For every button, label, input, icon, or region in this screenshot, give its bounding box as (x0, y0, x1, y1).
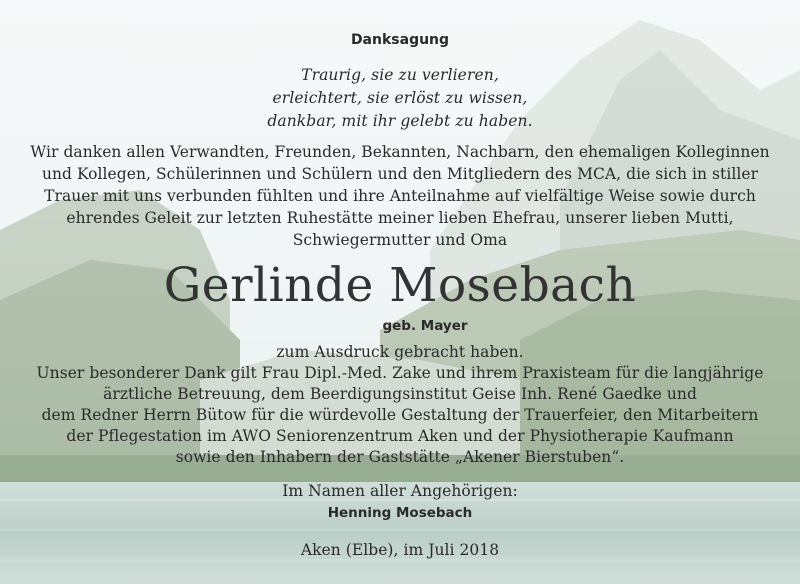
place-date: Aken (Elbe), im Juli 2018 (300, 541, 500, 559)
maiden-name: geb. Mayer (382, 318, 468, 334)
special-thanks-line-2: Unser besonderer Dank gilt Frau Dipl.-Med. Zake und ihrem Praxisteam für die langjährige (36, 364, 764, 382)
poem-line-2: erleichtert, sie erlöst zu wissen, (272, 89, 528, 107)
special-thanks-line-5: der Pflegestation im AWO Seniorenzentrum Aken und der Physiotherapie Kaufmann (66, 427, 734, 445)
notice-title: Danksagung (350, 32, 450, 48)
poem-line-1: Traurig, sie zu verlieren, (301, 66, 499, 84)
special-thanks-line-3: ärztliche Betreuung, dem Beerdigungsinstitut Geise Inh. René Gaedke und (103, 385, 697, 403)
special-thanks-line-6: sowie den Inhabern der Gaststätte „Akener Bierstuben“. (175, 448, 625, 466)
poem-line-3: dankbar, mit ihr gelebt zu haben. (267, 112, 533, 130)
thanks-line-2: und Kollegen, Schülerinnen und Schülern und den Mitgliedern des MCA, die sich in stiller (41, 165, 759, 183)
special-thanks-line-4: dem Redner Herrn Bütow für die würdevolle Gestaltung der Trauerfeier, den Mitarbeitern (41, 406, 759, 424)
deceased-name: Gerlinde Mosebach (163, 258, 637, 313)
thanks-line-1: Wir danken allen Verwandten, Freunden, Bekannten, Nachbarn, den ehemaligen Kolleginnen (30, 143, 770, 161)
thanks-line-4: ehrendes Geleit zur letzten Ruhestätte meiner lieben Ehefrau, unserer lieben Mutti, (66, 209, 734, 227)
thanks-line-5: Schwiegermutter und Oma (292, 231, 508, 249)
special-thanks-line-1: zum Ausdruck gebracht haben. (276, 343, 524, 361)
thanks-line-3: Trauer mit uns verbunden fühlten und ihre Anteilnahme auf vielfältige Weise sowie durch (44, 187, 756, 205)
family-line: Im Namen aller Angehörigen: (282, 482, 518, 500)
signer-name: Henning Mosebach (327, 505, 473, 521)
